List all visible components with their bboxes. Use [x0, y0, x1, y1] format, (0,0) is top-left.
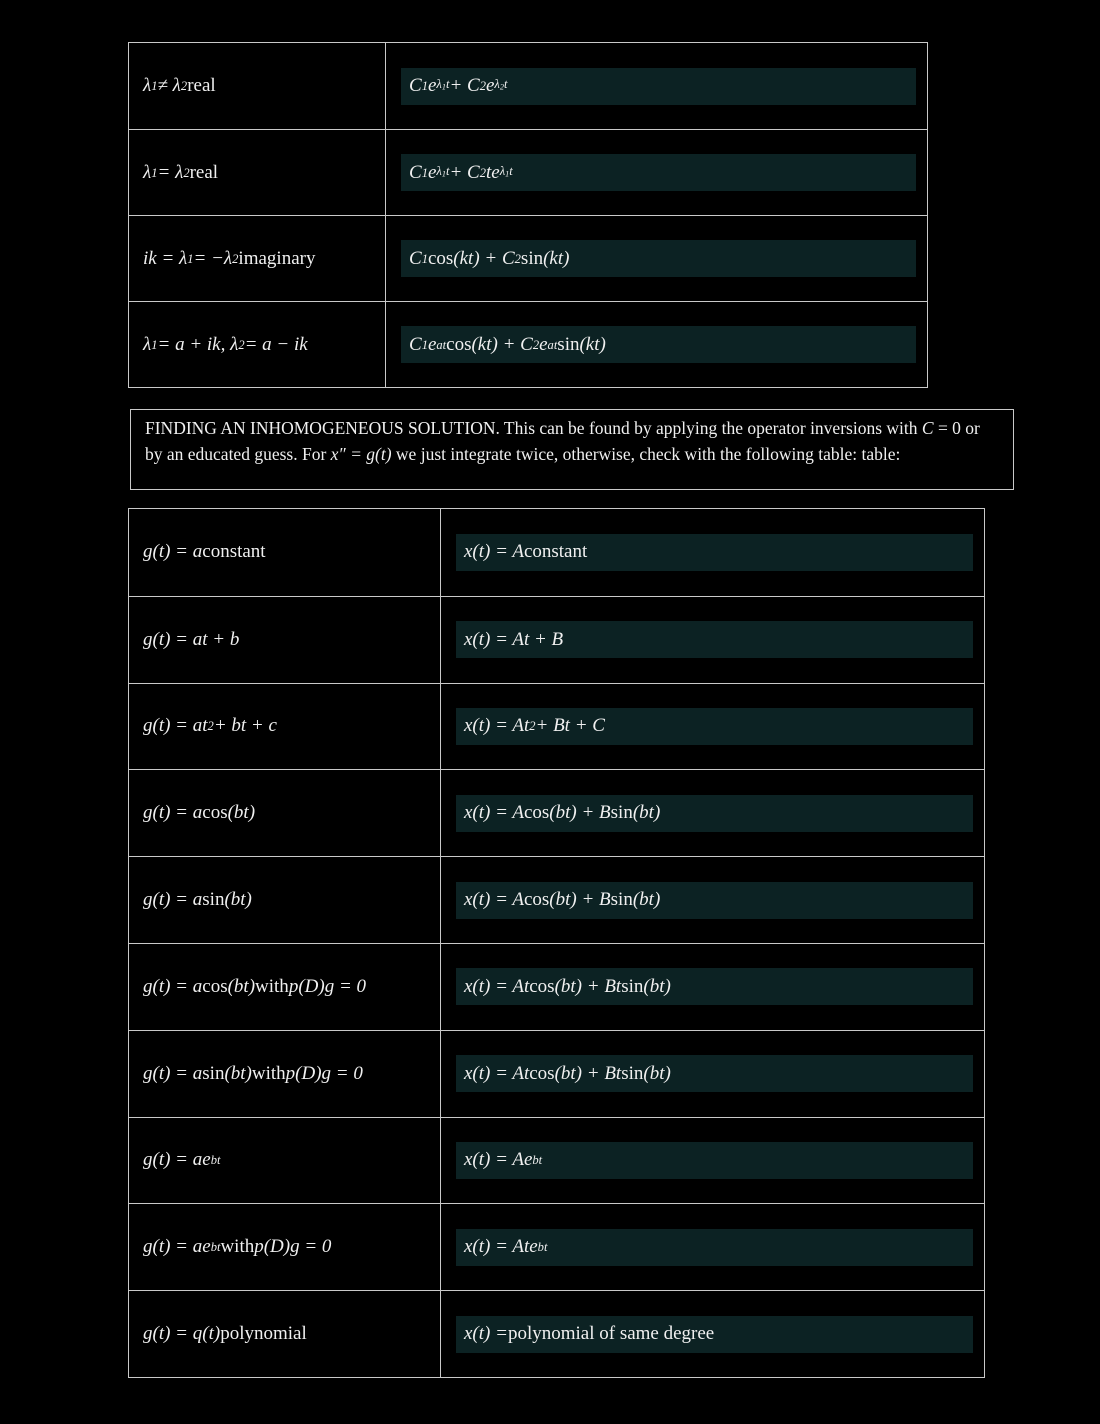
x-solution-cell	[441, 684, 984, 770]
table-row	[129, 856, 984, 943]
g-function-cell: g(t) = at + b	[129, 597, 441, 683]
x-solution-cell	[441, 770, 984, 856]
general-solution-cell	[386, 302, 927, 387]
x-solution-cell	[441, 509, 984, 596]
table-row	[129, 43, 927, 129]
table-row	[129, 1290, 984, 1377]
general-solution-cell	[386, 130, 927, 215]
solution-highlight: x(t) = polynomial of same degree	[456, 1316, 973, 1353]
eigenvalue-case-cell: λ 1 ≠ λ 2 real	[129, 43, 386, 129]
g-function-cell: g(t) = a sin (bt) with p(D)g = 0	[129, 1031, 441, 1117]
g-function-cell: g(t) = at 2 + bt + c	[129, 684, 441, 770]
g-function-cell: g(t) = ae bt with p(D)g = 0	[129, 1204, 441, 1290]
general-solution-cell	[386, 216, 927, 301]
inhomogeneous-solution-note: FINDING AN INHOMOGENEOUS SOLUTION. This can be found by applying the operator inversions with C = 0 or by an educated guess. For x″ = g(t) we just integrate twice, otherwise, check with the following table: table:	[130, 409, 1014, 490]
solution-highlight: x(t) = At cos (bt) + Bt sin (bt)	[456, 1055, 973, 1092]
solution-highlight: x(t) = Ate bt	[456, 1229, 973, 1266]
solution-highlight: C 1 cos (kt) + C 2 sin (kt)	[401, 240, 916, 277]
solution-highlight: x(t) = A constant	[456, 534, 973, 571]
table-row	[129, 301, 927, 387]
g-function-cell: g(t) = a cos (bt) with p(D)g = 0	[129, 944, 441, 1030]
table-row	[129, 215, 927, 301]
solution-highlight: C 1 e $\lambda_1t$ + C 2 e $\lambda_2t$	[401, 68, 916, 105]
table-row	[129, 1030, 984, 1117]
table-row	[129, 596, 984, 683]
particular-solution-table	[128, 508, 985, 1378]
solution-highlight: x(t) = At 2 + Bt + C	[456, 708, 973, 745]
x-solution-cell	[441, 944, 984, 1030]
solution-highlight: C 1 e at cos (kt) + C 2 e at sin (kt)	[401, 326, 916, 363]
table-row	[129, 943, 984, 1030]
solution-highlight: x(t) = A cos (bt) + B sin (bt)	[456, 795, 973, 832]
g-function-cell: g(t) = ae bt	[129, 1118, 441, 1204]
solution-highlight: x(t) = At cos (bt) + Bt sin (bt)	[456, 968, 973, 1005]
x-solution-cell	[441, 1291, 984, 1377]
x-solution-cell	[441, 1204, 984, 1290]
eigenvalue-case-cell: λ 1 = λ 2 real	[129, 130, 386, 215]
table-row	[129, 129, 927, 215]
general-solution-cell	[386, 43, 927, 129]
x-solution-cell	[441, 597, 984, 683]
g-function-cell: g(t) = a cos (bt)	[129, 770, 441, 856]
table-row	[129, 509, 984, 596]
solution-highlight: x(t) = At + B	[456, 621, 973, 658]
table-row	[129, 683, 984, 770]
solution-highlight: x(t) = Ae bt	[456, 1142, 973, 1179]
x-solution-cell	[441, 1118, 984, 1204]
table-row	[129, 1117, 984, 1204]
solution-highlight: C 1 e $\lambda_1t$ + C 2 te $\lambda_1t$	[401, 154, 916, 191]
eigenvalue-case-cell: λ 1 = a + ik, λ 2 = a − ik	[129, 302, 386, 387]
g-function-cell: g(t) = a sin (bt)	[129, 857, 441, 943]
g-function-cell: g(t) = a constant	[129, 509, 441, 596]
eigenvalue-case-cell: ik = λ 1 = −λ 2 imaginary	[129, 216, 386, 301]
solution-highlight: x(t) = A cos (bt) + B sin (bt)	[456, 882, 973, 919]
x-solution-cell	[441, 1031, 984, 1117]
table-row	[129, 769, 984, 856]
table-row	[129, 1203, 984, 1290]
x-solution-cell	[441, 857, 984, 943]
g-function-cell: g(t) = q(t) polynomial	[129, 1291, 441, 1377]
homogeneous-solution-table	[128, 42, 928, 388]
